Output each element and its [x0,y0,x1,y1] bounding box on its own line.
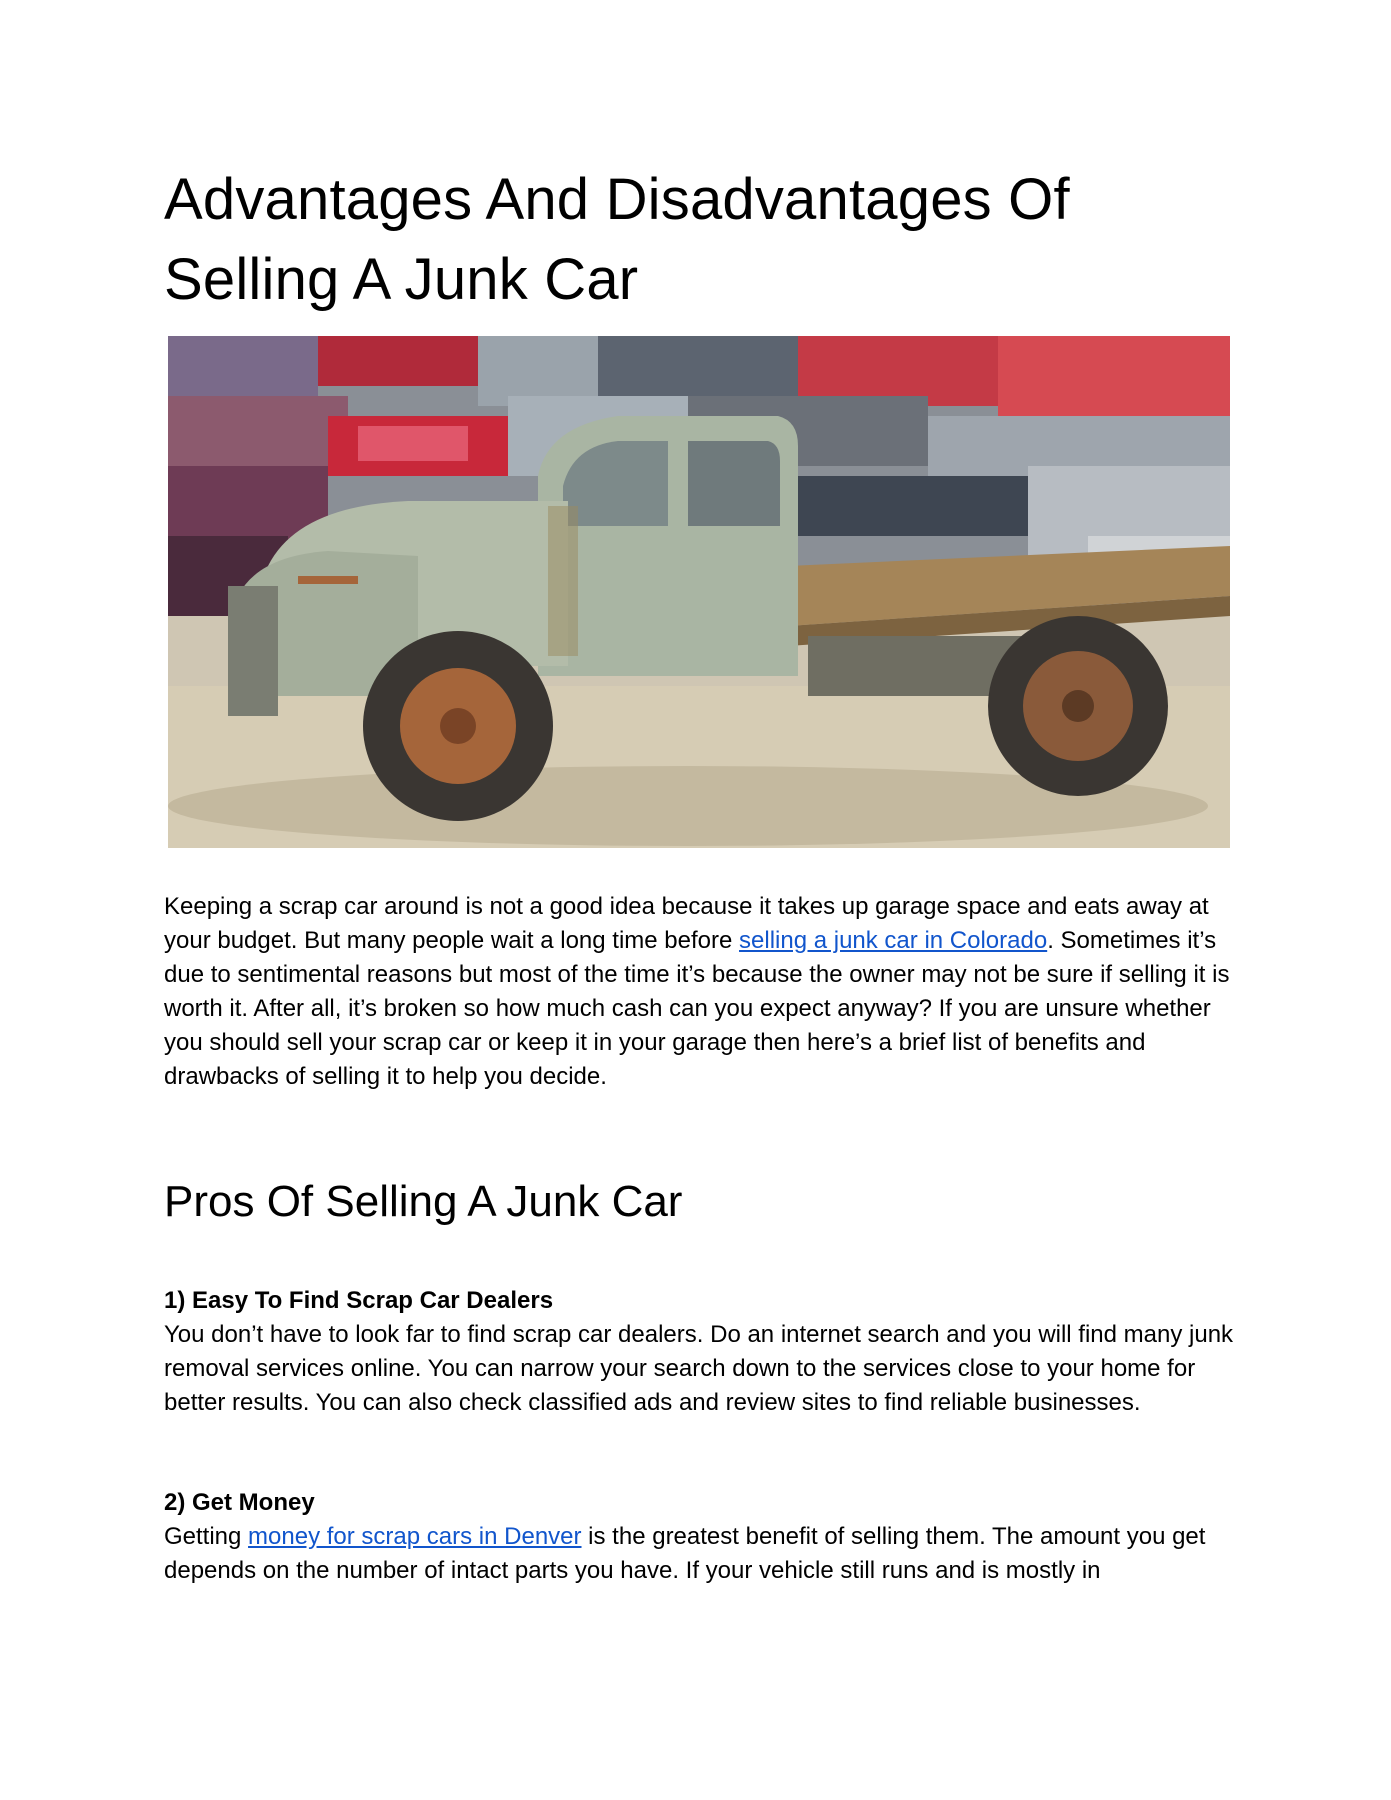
pro-item-1-body: You don’t have to look far to find scrap car dealers. Do an internet search and you will find many junk removal services online. You can narrow your search down to the services close to your home for better results. You can also check classified ads and review sites to find reliable businesses. [164,1321,1234,1416]
intro-text-end: . Sometimes it’s due to sentimental reasons but most of the time it’s because the owner may not be sure if selling it is worth it. After all, it’s broken so how much cash can you expect anyway? If you are unsure whether you should sell your scrap car or keep it in your garage then here’s a brief list of benefits and drawbacks of selling it to help you decide. [164,927,1230,1090]
pro-item-2-text-end: is the greatest benefit of selling them. The amount you get depends on the number of intact parts you have. If your vehicle still runs and is mostly in [164,1523,1206,1584]
intro-text-start: Keeping a scrap car around is not a good idea because it takes up garage space and eats away at your budget. But many people wait a long time before [164,893,1209,954]
pro-item-2-title: 2) Get Money [164,1489,315,1516]
page-title: Advantages And Disadvantages Of Selling A Junk Car [164,167,1070,312]
pros-heading: Pros Of Selling A Junk Car [164,1177,683,1226]
pro-item-2-body [164,1520,1234,1588]
pro-item-2-text-start: Getting [164,1523,249,1550]
junk-truck-photo [168,336,1230,848]
money-scrap-cars-denver-link[interactable]: money for scrap cars in Denver [248,1523,582,1550]
pro-item-1-title: 1) Easy To Find Scrap Car Dealers [164,1287,554,1314]
selling-junk-car-colorado-link[interactable]: selling a junk car in Colorado [739,927,1048,954]
intro-paragraph [164,890,1234,1094]
junk-truck-illustration [168,336,1230,848]
